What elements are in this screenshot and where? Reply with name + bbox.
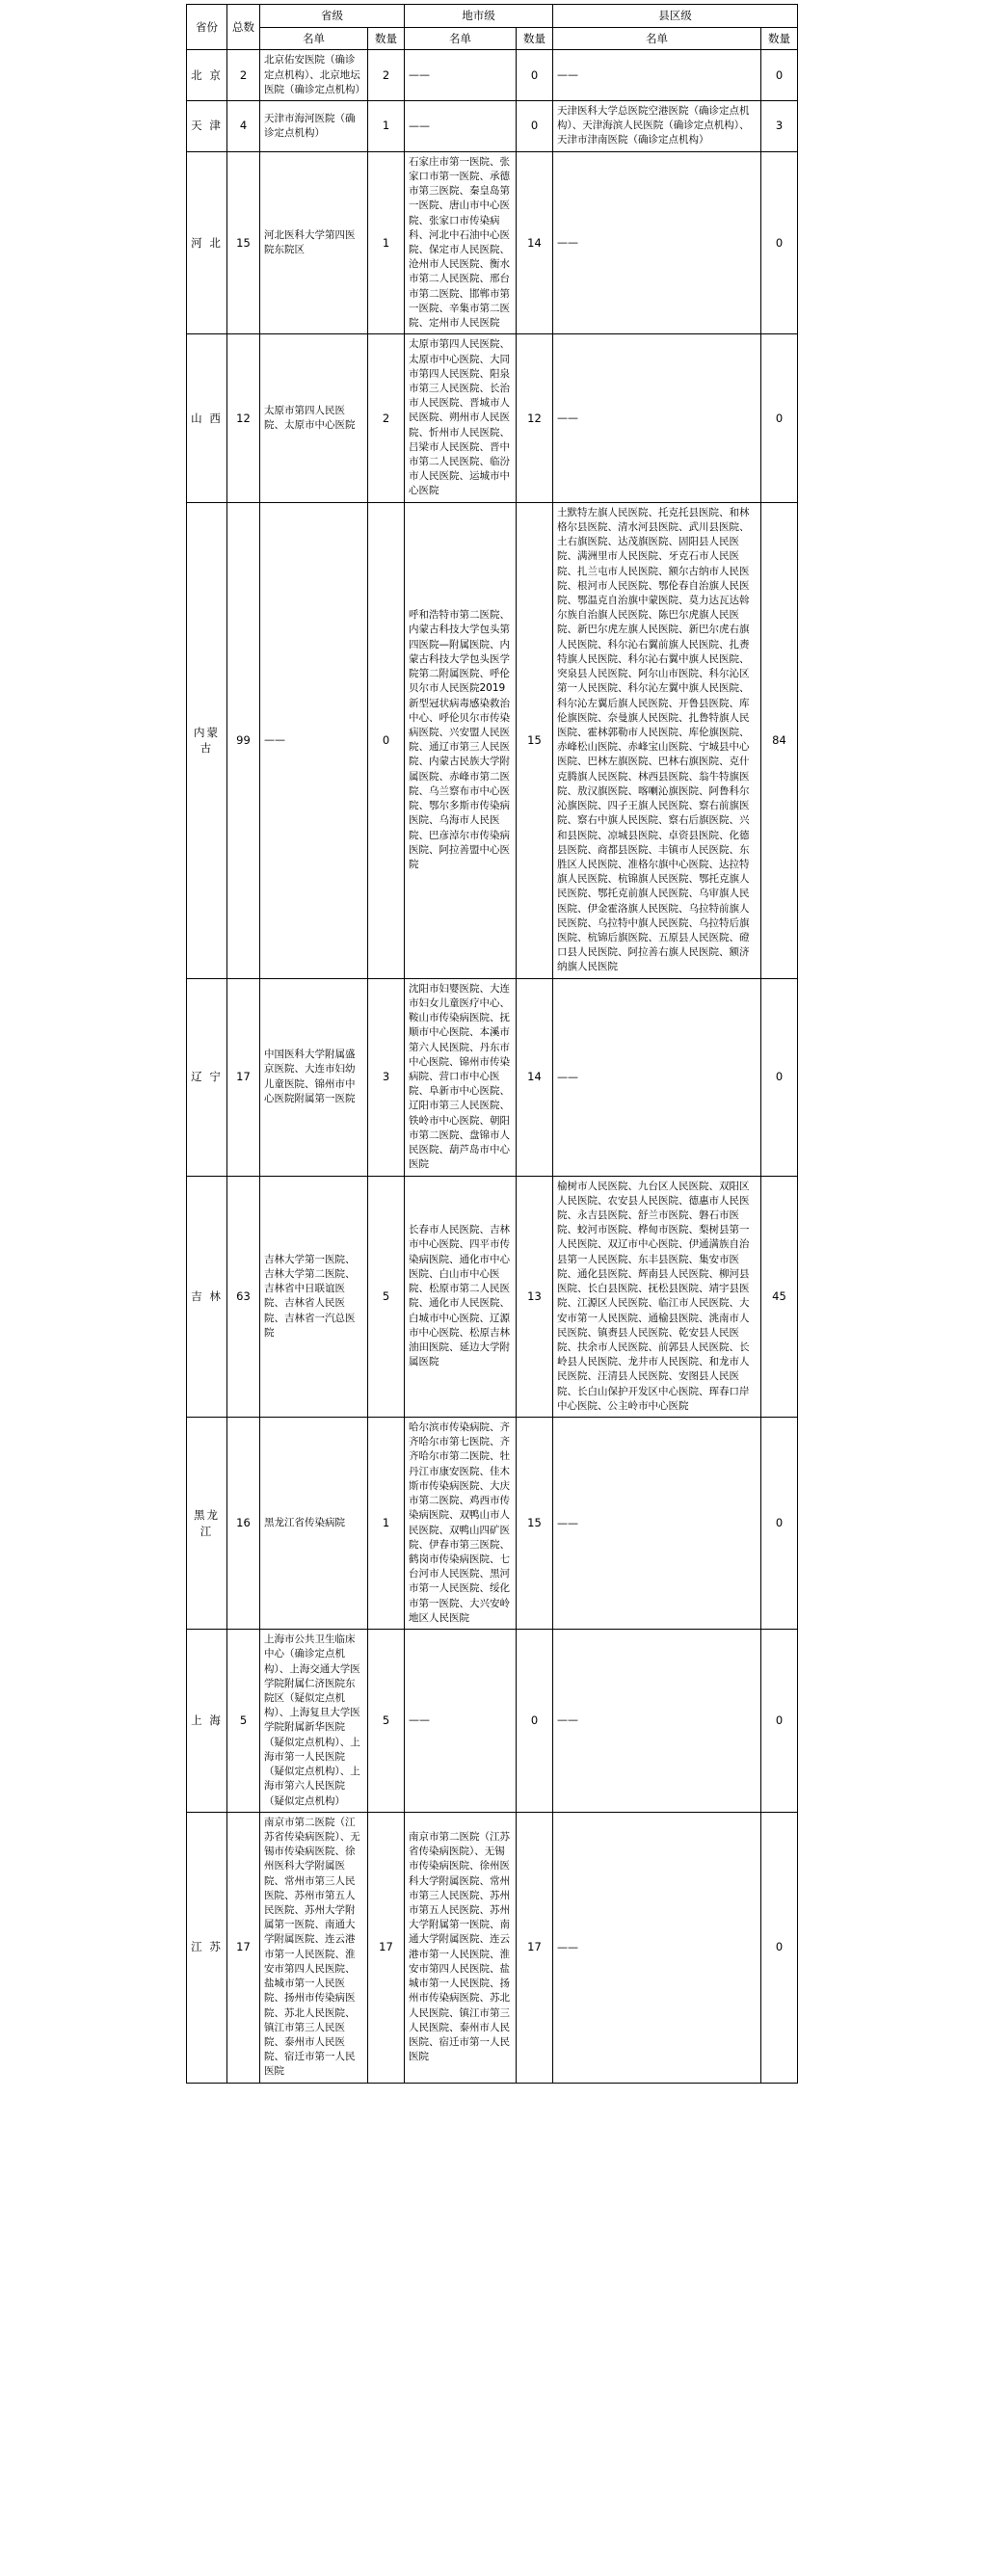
cell-province: 上 海 — [187, 1630, 227, 1813]
cell-total: 17 — [227, 1812, 260, 2083]
table-row — [187, 334, 798, 502]
cell-county-count: 84 — [761, 502, 798, 978]
cell-municipal-name: 哈尔滨市传染病院、齐齐哈尔市第七医院、齐齐哈尔市第二医院、牡丹江市康安医院、佳木斯市传染病医院、大庆市第二医院、鸡西市传染病医院、双鸭山市人民医院、双鸭山四矿医院、伊春市第三医院、鹤岗市传染病医院、七台河市人民医院、黑河市第一人民医院、绥化市第一医院、大兴安岭地区人民医院 — [405, 1418, 517, 1630]
cell-county-name: —— — [553, 334, 761, 502]
cell-provincial-count: 17 — [368, 1812, 405, 2083]
cell-county-name: —— — [553, 1418, 761, 1630]
cell-total: 63 — [227, 1176, 260, 1418]
cell-provincial-count: 1 — [368, 151, 405, 334]
cell-provincial-name: 天津市海河医院（确诊定点机构） — [260, 101, 368, 152]
cell-province: 内蒙古 — [187, 502, 227, 978]
cell-provincial-count: 1 — [368, 1418, 405, 1630]
table-row — [187, 978, 798, 1176]
cell-municipal-name: 长春市人民医院、吉林市中心医院、四平市传染病医院、通化市中心医院、白山市中心医院、松原市第二人民医院、通化市人民医院、白城市中心医院、辽源市中心医院、松原吉林油田医院、延边大学附属医院 — [405, 1176, 517, 1418]
cell-municipal-count: 14 — [517, 978, 553, 1176]
cell-provincial-count: 3 — [368, 978, 405, 1176]
cell-total: 16 — [227, 1418, 260, 1630]
header-group-county: 县区级 — [553, 5, 798, 28]
cell-county-name: 天津医科大学总医院空港医院（确诊定点机构）、天津海滨人民医院（确诊定点机构）、天津市津南医院（确诊定点机构） — [553, 101, 761, 152]
cell-municipal-count: 15 — [517, 1418, 553, 1630]
cell-municipal-name: 沈阳市妇婴医院、大连市妇女儿童医疗中心、鞍山市传染病医院、抚顺市中心医院、本溪市第六人民医院、丹东市中心医院、锦州市传染病院、营口市中心医院、阜新市中心医院、辽阳市第三人民医院、铁岭市中心医院、朝阳市第二医院、盘锦市人民医院、葫芦岛市中心医院 — [405, 978, 517, 1176]
cell-provincial-name: 上海市公共卫生临床中心（确诊定点机构）、上海交通大学医学院附属仁济医院东院区（疑似定点机构）、上海复旦大学医学院附属新华医院（疑似定点机构）、上海市第一人民医院（疑似定点机构）、上海市第六人民医院（疑似定点机构） — [260, 1630, 368, 1813]
header-group-provincial: 省级 — [260, 5, 405, 28]
table-row — [187, 1630, 798, 1813]
table-header-row-2 — [187, 27, 798, 50]
cell-municipal-name: 呼和浩特市第二医院、内蒙古科技大学包头第四医院—附属医院、内蒙古科技大学包头医学院第二附属医院、呼伦贝尔市人民医院2019新型冠状病毒感染救治中心、呼伦贝尔市传染病医院、兴安盟人民医院、通辽市第三人民医院、内蒙古民族大学附属医院、赤峰市第二医院、乌兰察布市中心医院、鄂尔多斯市传染病医院、乌海市人民医院、巴彦淖尔市传染病医院、阿拉善盟中心医院 — [405, 502, 517, 978]
cell-province: 黑龙江 — [187, 1418, 227, 1630]
cell-municipal-count: 0 — [517, 1630, 553, 1813]
table-row — [187, 101, 798, 152]
cell-provincial-count: 2 — [368, 50, 405, 101]
cell-municipal-count: 12 — [517, 334, 553, 502]
cell-province: 辽 宁 — [187, 978, 227, 1176]
header-municipal-name: 名单 — [405, 27, 517, 50]
cell-provincial-name: 河北医科大学第四医院东院区 — [260, 151, 368, 334]
cell-county-count: 0 — [761, 1418, 798, 1630]
cell-province: 山 西 — [187, 334, 227, 502]
cell-provincial-count: 0 — [368, 502, 405, 978]
cell-province: 北 京 — [187, 50, 227, 101]
cell-total: 4 — [227, 101, 260, 152]
cell-county-name: —— — [553, 151, 761, 334]
table-row — [187, 50, 798, 101]
cell-provincial-name: 中国医科大学附属盛京医院、大连市妇幼儿童医院、锦州市中心医院附属第一医院 — [260, 978, 368, 1176]
cell-municipal-count: 15 — [517, 502, 553, 978]
cell-county-count: 0 — [761, 1630, 798, 1813]
cell-total: 15 — [227, 151, 260, 334]
cell-county-name: —— — [553, 1630, 761, 1813]
cell-provincial-count: 5 — [368, 1176, 405, 1418]
cell-provincial-count: 5 — [368, 1630, 405, 1813]
cell-municipal-name: 石家庄市第一医院、张家口市第一医院、承德市第三医院、秦皇岛第一医院、唐山市中心医院、张家口市传染病科、河北中石油中心医院、保定市人民医院、沧州市人民医院、衡水市第二人民医院、邢台市第二医院、邯郸市第一医院、辛集市第二医院、定州市人民医院 — [405, 151, 517, 334]
cell-total: 12 — [227, 334, 260, 502]
cell-province: 吉 林 — [187, 1176, 227, 1418]
cell-county-count: 45 — [761, 1176, 798, 1418]
table-header-row-1 — [187, 5, 798, 28]
cell-municipal-name: —— — [405, 101, 517, 152]
cell-provincial-name: 北京佑安医院（确诊定点机构）、北京地坛医院（确诊定点机构） — [260, 50, 368, 101]
header-group-municipal: 地市级 — [405, 5, 553, 28]
header-total: 总数 — [227, 5, 260, 50]
header-province: 省份 — [187, 5, 227, 50]
cell-county-name: 榆树市人民医院、九台区人民医院、双阳区人民医院、农安县人民医院、德惠市人民医院、永吉县医院、舒兰市医院、磐石市医院、蛟河市医院、桦甸市医院、梨树县第一人民医院、双辽市中心医院、伊通满族自治县第一人民医院、东丰县医院、集安市医院、通化县医院、辉南县人民医院、柳河县医院、长白县医院、抚松县医院、靖宇县医院、江源区人民医院、临江市人民医院、大安市第一人民医院、通榆县医院、洮南市人民医院、镇赉县人民医院、乾安县人民医院、扶余市人民医院、前郭县人民医院、长岭县人民医院、龙井市人民医院、和龙市人民医院、汪清县人民医院、安图县人民医院、长白山保护开发区中心医院、珲春口岸中心医院、公主岭市中心医院 — [553, 1176, 761, 1418]
header-county-count: 数量 — [761, 27, 798, 50]
cell-county-count: 0 — [761, 1812, 798, 2083]
cell-county-count: 3 — [761, 101, 798, 152]
cell-province: 河 北 — [187, 151, 227, 334]
cell-provincial-count: 1 — [368, 101, 405, 152]
cell-municipal-count: 0 — [517, 101, 553, 152]
cell-municipal-name: —— — [405, 1630, 517, 1813]
cell-county-name: 土默特左旗人民医院、托克托县医院、和林格尔县医院、清水河县医院、武川县医院、土右旗医院、达茂旗医院、固阳县人民医院、满洲里市人民医院、牙克石市人民医院、扎兰屯市人民医院、额尔古纳市人民医院、根河市人民医院、鄂伦春自治旗人民医院、鄂温克自治旗中蒙医院、莫力达瓦达斡尔族自治旗人民医院、陈巴尔虎旗人民医院、新巴尔虎左旗人民医院、新巴尔虎右旗人民医院、科尔沁右翼前旗人民医院、扎赉特旗人民医院、科尔沁右翼中旗人民医院、突泉县人民医院、阿尔山市医院、科尔沁区第一人民医院、科尔沁左翼中旗人民医院、科尔沁左翼后旗人民医院、开鲁县医院、库伦旗医院、奈曼旗人民医院、扎鲁特旗人民医院、霍林郭勒市人民医院、库伦旗医院、赤峰松山医院、赤峰宝山医院、宁城县中心医院、巴林左旗医院、巴林右旗医院、克什克腾旗人民医院、林西县医院、翁牛特旗医院、敖汉旗医院、喀喇沁旗医院、阿鲁科尔沁旗医院、四子王旗人民医院、察右前旗医院、察右中旗人民医院、察右后旗医院、兴和县医院、凉城县医院、卓资县医院、化德县医院、商都县医院、丰镇市人民医院、东胜区人民医院、准格尔旗中心医院、达拉特旗人民医院、杭锦旗人民医院、鄂托克旗人民医院、鄂托克前旗人民医院、乌审旗人民医院、伊金霍洛旗人民医院、乌拉特前旗人民医院、乌拉特中旗人民医院、乌拉特后旗医院、杭锦后旗医院、五原县人民医院、磴口县人民医院、阿拉善右旗人民医院、额济纳旗人民医院 — [553, 502, 761, 978]
cell-municipal-name: 南京市第二医院（江苏省传染病医院）、无锡市传染病医院、徐州医科大学附属医院、常州市第三人民医院、苏州市第五人民医院、苏州大学附属第一医院、南通大学附属医院、连云港市第一人民医院、淮安市第四人民医院、盐城市第一人民医院、扬州市传染病医院、苏北人民医院、镇江市第三人民医院、泰州市人民医院、宿迁市第一人民医院 — [405, 1812, 517, 2083]
cell-municipal-count: 13 — [517, 1176, 553, 1418]
cell-municipal-count: 0 — [517, 50, 553, 101]
cell-municipal-name: 太原市第四人民医院、太原市中心医院、大同市第四人民医院、阳泉市第三人民医院、长治市人民医院、晋城市人民医院、朔州市人民医院、忻州市人民医院、吕梁市人民医院、晋中市第二人民医院、临汾市人民医院、运城市中心医院 — [405, 334, 517, 502]
table-row — [187, 151, 798, 334]
cell-provincial-name: —— — [260, 502, 368, 978]
table-row — [187, 1418, 798, 1630]
cell-county-count: 0 — [761, 50, 798, 101]
table-body — [187, 50, 798, 2083]
header-municipal-count: 数量 — [517, 27, 553, 50]
cell-county-name: —— — [553, 978, 761, 1176]
table-row — [187, 1176, 798, 1418]
header-provincial-name: 名单 — [260, 27, 368, 50]
cell-county-count: 0 — [761, 334, 798, 502]
cell-provincial-name: 太原市第四人民医院、太原市中心医院 — [260, 334, 368, 502]
table-row — [187, 1812, 798, 2083]
cell-total: 17 — [227, 978, 260, 1176]
cell-total: 2 — [227, 50, 260, 101]
cell-provincial-name: 吉林大学第一医院、吉林大学第二医院、吉林省中日联谊医院、吉林省人民医院、吉林省一汽总医院 — [260, 1176, 368, 1418]
cell-county-count: 0 — [761, 151, 798, 334]
cell-province: 江 苏 — [187, 1812, 227, 2083]
cell-provincial-name: 南京市第二医院（江苏省传染病医院）、无锡市传染病医院、徐州医科大学附属医院、常州市第三人民医院、苏州市第五人民医院、苏州大学附属第一医院、南通大学附属医院、连云港市第一人民医院、淮安市第四人民医院、盐城市第一人民医院、扬州市传染病医院、苏北人民医院、镇江市第三人民医院、泰州市人民医院、宿迁市第一人民医院 — [260, 1812, 368, 2083]
cell-provincial-count: 2 — [368, 334, 405, 502]
cell-county-name: —— — [553, 1812, 761, 2083]
table-row — [187, 502, 798, 978]
header-county-name: 名单 — [553, 27, 761, 50]
cell-county-name: —— — [553, 50, 761, 101]
designated-hospital-table — [186, 4, 798, 2084]
cell-municipal-name: —— — [405, 50, 517, 101]
cell-municipal-count: 14 — [517, 151, 553, 334]
cell-municipal-count: 17 — [517, 1812, 553, 2083]
cell-total: 5 — [227, 1630, 260, 1813]
cell-provincial-name: 黑龙江省传染病院 — [260, 1418, 368, 1630]
header-provincial-count: 数量 — [368, 27, 405, 50]
cell-province: 天 津 — [187, 101, 227, 152]
cell-county-count: 0 — [761, 978, 798, 1176]
cell-total: 99 — [227, 502, 260, 978]
